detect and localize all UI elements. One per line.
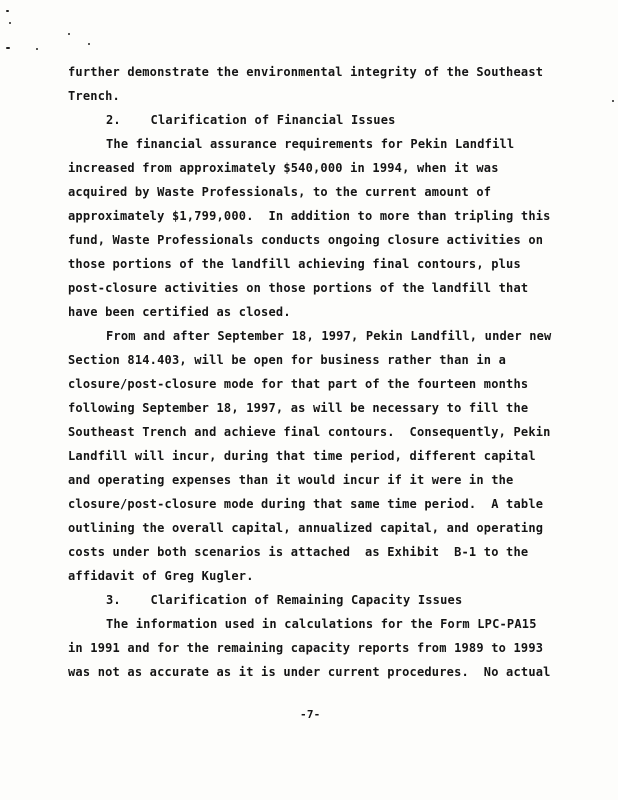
text-line: in 1991 and for the remaining capacity reports from 1989 to 1993 bbox=[68, 641, 544, 655]
text-line: outlining the overall capital, annualized capital, and operating bbox=[68, 521, 544, 535]
text-line: costs under both scenarios is attached as Exhibit B-1 to the bbox=[68, 545, 529, 559]
text-line: following September 18, 1997, as will be necessary to fill the bbox=[68, 401, 529, 415]
page-number: -7- bbox=[300, 708, 321, 721]
section-heading: 2. Clarification of Financial Issues bbox=[106, 113, 396, 127]
text-line: closure/post-closure mode during that same time period. A table bbox=[68, 497, 544, 511]
text-line: Section 814.403, will be open for business rather than in a bbox=[68, 353, 507, 367]
text-line: Southeast Trench and achieve final contours. Consequently, Pekin bbox=[68, 425, 551, 439]
text-line: post-closure activities on those portions of the landfill that bbox=[68, 281, 529, 295]
text-line: approximately $1,799,000. In addition to more than tripling this bbox=[68, 209, 551, 223]
text-line: was not as accurate as it is under current procedures. No actual bbox=[68, 665, 551, 679]
text-line: those portions of the landfill achieving final contours, plus bbox=[68, 257, 521, 271]
section-heading: 3. Clarification of Remaining Capacity Issues bbox=[106, 593, 463, 607]
text-line: fund, Waste Professionals conducts ongoing closure activities on bbox=[68, 233, 544, 247]
text-line: and operating expenses than it would incur if it were in the bbox=[68, 473, 514, 487]
text-line: The financial assurance requirements for Pekin Landfill bbox=[106, 137, 515, 151]
text-line: The information used in calculations for the Form LPC-PA15 bbox=[106, 617, 537, 631]
text-line: Landfill will incur, during that time period, different capital bbox=[68, 449, 536, 463]
text-line: Trench. bbox=[68, 89, 120, 103]
text-line: further demonstrate the environmental integrity of the Southeast bbox=[68, 65, 544, 79]
text-line: closure/post-closure mode for that part of the fourteen months bbox=[68, 377, 529, 391]
text-line: have been certified as closed. bbox=[68, 305, 291, 319]
text-line: acquired by Waste Professionals, to the current amount of bbox=[68, 185, 492, 199]
text-line: From and after September 18, 1997, Pekin Landfill, under new bbox=[106, 329, 552, 343]
text-line: affidavit of Greg Kugler. bbox=[68, 569, 254, 583]
text-line: increased from approximately $540,000 in 1994, when it was bbox=[68, 161, 499, 175]
